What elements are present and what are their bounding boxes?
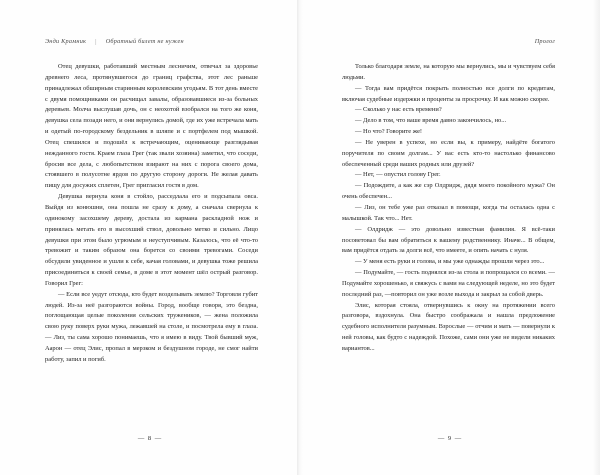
paragraph: Только благодаря земле, на которую мы вернулись, мы и чувствуем себя людьми. xyxy=(342,63,555,81)
paragraph: — Нет, — опустил голову Грег. xyxy=(355,171,441,179)
paragraph: Отец девушки, работавший местным лесничим, отвечал за здоровье древнего леса, протянувшегося до границ графства, этот лес раньше принадлежал обширным старинным королевским угодьям. В тот день вместе с двумя помощниками он расчищал завалы, образовавшиеся из-за больных деревьев. Молча выслушав дочь, он с неохотой взобрался на того же коня, девушка села позади него, и они вернулись домой, где их уже встречала мать и одетый по-городскому бездельник в шляпе и с портфелем под мышкой. Отец спешился и подошёл к встречающим, оценивающе разглядывая нежданного гостя. Краем глаза Грег (так звали хозяина) заметил, что соседи, бросив все дела, с любопытством взирают на них с порога своего дома, стоявшего в полусотне ярдов по другую сторону дороги. Не желая давать пищу для досужих сплетен, Грег пригласил гостя в дом. xyxy=(45,63,258,190)
right-page xyxy=(300,0,600,475)
paragraph: — Не уверен в успехе, но если вы, к примеру, найдёте богатого поручителя по своим долгам... У вас есть кто-то настолько финансово обеспеченный среди ваших родных или друзей? xyxy=(342,138,555,168)
right-page-folio: — 9 — xyxy=(437,435,463,442)
paragraph: — Если все уедут отсюда, кто будет возделывать землю? Торговля губит людей. Из-за неё разгораются войны. Город, вообще говоря, это бездна, поглощающая целые поколения сельских тружеников, — жена положила свою руку поверх руки мужа, лежавшей на столе, и посмотрела ему в глаза. — Лиз, ты сама хорошо понимаешь, что я имею в виду. Твой бывший муж, Аарон — отец Элис, пропал в мерзком и бездушном городе, не смог найти работу, запил и погиб. xyxy=(45,290,258,363)
paragraph: Девушка вернула коня в стойло, расседлала его и подсыпала овса. Выйдя из конюшни, она пошла не сразу к дому, а сначала свернула к одинокому засохшему дереву, достала из кармана раскладной нож и принялась метать его в высохший ствол, довольно метко и сильно. Лицо девушки при этом было угрюмым и неуступчивым. Казалось, что её что-то тревожит и таким образом она борется со своими тревогами. Соседи обсудили увиденное и ушли к себе, качая головами, и девушка тоже решила присоединиться к своей семье, в доме в этот момент шёл острый разговор. Говорил Грег: xyxy=(45,193,258,287)
paragraph: — Подождите, а как же сэр Олдридж, дядя моего покойного мужа? Он очень обеспечен... xyxy=(342,182,555,201)
paragraph: — Сколько у нас есть времени? xyxy=(355,106,442,114)
paragraph: — Олдридж — это довольно известная фамилия. Я всё-таки посоветовал бы вам обратиться к вашему родственнику. Иначе... В общем, вам придётся отдать за долги всё, что имеете, и опять начать с нуля. xyxy=(342,225,555,255)
left-page-running-head xyxy=(45,38,258,52)
paragraph: — У меня есть руки и голова, и мы уже однажды прошли через это... xyxy=(355,258,545,266)
running-head-title: Обратный билет не нужен xyxy=(105,38,184,45)
left-page-folio: — 8 — xyxy=(137,435,163,442)
right-page-body xyxy=(342,62,555,355)
paragraph: Элис, которая стояла, отвернувшись к окну на протяжении всего разговора, вздохнула. Она быстро соображала и нашла предложение судебного исполнителя разумным. Взрослые — отчим и мать — повернули к ней головы, как будто с надеждой. Похоже, сами они уже не видели никаких вариантов... xyxy=(342,301,555,352)
paragraph: — Лиз, он тебе уже раз отказал в помощи, когда ты осталась одна с малышкой. Так что... Нет. xyxy=(342,203,555,222)
paragraph: — Дело в том, что ваше время давно закончилось, но... xyxy=(355,117,507,125)
running-head-separator: | xyxy=(95,38,97,46)
running-head-chapter-title: Пролог xyxy=(534,38,555,45)
paragraph: — Подумайте, — гость поднялся из-за стола и попрощался со всеми. — Подумайте хорошенько, я свяжусь с вами на следующей неделе, но это будет последний раз, —повторил он уже возле выхода и закрыл за собой дверь. xyxy=(342,269,555,298)
left-page-body xyxy=(45,62,258,366)
paragraph: — Тогда вам придётся покрыть полностью все долги по кредитам, включая судебные издержки и проценты за просрочку. И как можно скорее. xyxy=(342,84,555,103)
paragraph: — Но что? Говорите же! xyxy=(355,128,423,136)
running-head-author: Энди Крамник xyxy=(45,38,87,45)
right-page-running-head xyxy=(342,38,555,52)
